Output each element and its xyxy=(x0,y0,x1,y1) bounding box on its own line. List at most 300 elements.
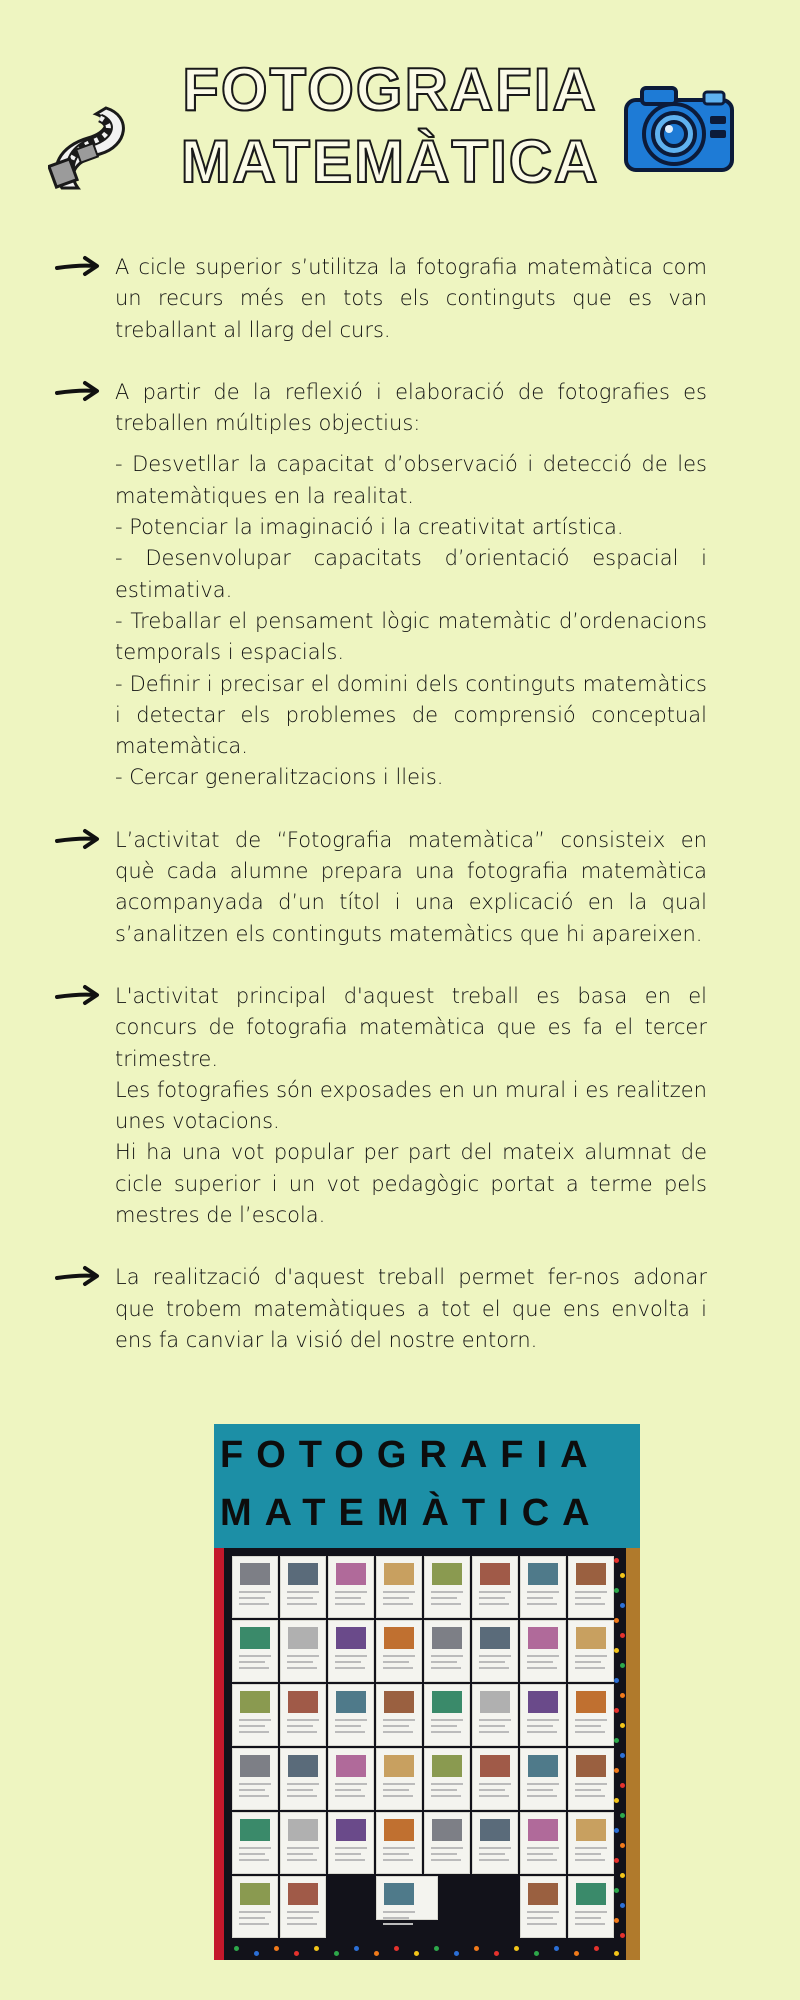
mural-photo-card xyxy=(232,1620,278,1682)
card-image xyxy=(384,1883,414,1905)
card-text-line xyxy=(527,1783,559,1785)
decor-dot xyxy=(294,1951,299,1956)
card-text-line xyxy=(431,1847,463,1849)
decor-dot xyxy=(620,1783,625,1788)
mural-photo-card xyxy=(280,1620,326,1682)
card-text-line xyxy=(479,1661,505,1663)
card-text-line xyxy=(431,1853,457,1855)
mural-photo-card xyxy=(424,1556,470,1618)
card-text-line xyxy=(287,1853,313,1855)
arrow-right-icon xyxy=(55,983,101,1007)
mural-photo-card xyxy=(568,1748,614,1810)
card-image xyxy=(576,1691,606,1713)
card-text-line xyxy=(335,1783,367,1785)
card-text-line xyxy=(575,1853,601,1855)
card-text-line xyxy=(383,1847,415,1849)
card-text-line xyxy=(239,1789,265,1791)
card-text-line xyxy=(479,1795,509,1797)
card-image xyxy=(240,1883,270,1905)
card-text-line xyxy=(479,1603,509,1605)
decor-dot xyxy=(374,1951,379,1956)
card-text-line xyxy=(479,1789,505,1791)
card-text-line xyxy=(527,1603,557,1605)
mural-photo-card xyxy=(280,1684,326,1746)
card-text-line xyxy=(479,1719,511,1721)
card-text-line xyxy=(239,1795,269,1797)
section-2 xyxy=(55,377,707,794)
card-text-line xyxy=(527,1591,559,1593)
mural-photo-card xyxy=(232,1556,278,1618)
card-text-line xyxy=(287,1719,319,1721)
card-text-line xyxy=(335,1655,367,1657)
card-image xyxy=(480,1691,510,1713)
card-text-line xyxy=(287,1911,319,1913)
card-text-line xyxy=(575,1725,601,1727)
card-image xyxy=(576,1627,606,1649)
card-text-line xyxy=(239,1719,271,1721)
card-text-line xyxy=(287,1847,319,1849)
decor-dot xyxy=(334,1951,339,1956)
decor-dot xyxy=(620,1663,625,1668)
mural-title-line-1: FOTOGRAFIA xyxy=(220,1434,601,1476)
section-4 xyxy=(55,981,707,1231)
card-image xyxy=(288,1691,318,1713)
decor-dot xyxy=(274,1946,279,1951)
card-text-line xyxy=(383,1853,409,1855)
card-text-line xyxy=(431,1667,461,1669)
card-text-line xyxy=(383,1789,409,1791)
card-text-line xyxy=(431,1795,461,1797)
card-image xyxy=(240,1755,270,1777)
card-text-line xyxy=(239,1597,265,1599)
decor-dot xyxy=(614,1588,619,1593)
mural-photo-card xyxy=(472,1812,518,1874)
mural-photo-card xyxy=(520,1684,566,1746)
card-text-line xyxy=(335,1789,361,1791)
card-text-line xyxy=(383,1795,413,1797)
card-image xyxy=(336,1691,366,1713)
card-text-line xyxy=(527,1917,553,1919)
title-line-1: FOTOGRAFIA xyxy=(182,56,598,123)
section-1 xyxy=(55,252,707,346)
mural-photo-card xyxy=(232,1812,278,1874)
card-image xyxy=(576,1563,606,1585)
card-image xyxy=(240,1563,270,1585)
card-text-line xyxy=(287,1725,313,1727)
card-image xyxy=(480,1755,510,1777)
card-text-line xyxy=(479,1667,509,1669)
mural-photo-card xyxy=(424,1620,470,1682)
card-text-line xyxy=(431,1859,461,1861)
mural-photo-card xyxy=(520,1876,566,1938)
decor-dot xyxy=(620,1573,625,1578)
card-text-line xyxy=(527,1667,557,1669)
mural-photo-card xyxy=(520,1556,566,1618)
card-text-line xyxy=(575,1667,605,1669)
card-image xyxy=(336,1755,366,1777)
card-text-line xyxy=(287,1789,313,1791)
card-image xyxy=(528,1883,558,1905)
decor-dot xyxy=(620,1603,625,1608)
card-text-line xyxy=(479,1731,509,1733)
card-text-line xyxy=(239,1853,265,1855)
decor-dot xyxy=(414,1951,419,1956)
card-text-line xyxy=(239,1591,271,1593)
card-text-line xyxy=(383,1783,415,1785)
card-image xyxy=(336,1627,366,1649)
list-item: - Desenvolupar capacitats d’orientació espacial i estimativa. xyxy=(115,546,707,602)
card-text-line xyxy=(527,1661,553,1663)
decor-dot xyxy=(354,1946,359,1951)
card-image xyxy=(432,1691,462,1713)
card-text-line xyxy=(431,1731,461,1733)
mural-photo-card xyxy=(232,1876,278,1938)
mural-photo-card xyxy=(376,1620,422,1682)
card-text-line xyxy=(287,1597,313,1599)
objectives-list xyxy=(115,449,707,793)
card-image xyxy=(528,1755,558,1777)
card-image xyxy=(384,1819,414,1841)
arrow-right-icon xyxy=(55,254,101,278)
mural-photo-card xyxy=(280,1556,326,1618)
card-text-line xyxy=(479,1655,511,1657)
card-text-line xyxy=(527,1731,557,1733)
card-text-line xyxy=(287,1731,317,1733)
card-text-line xyxy=(575,1789,601,1791)
card-text-line xyxy=(335,1847,367,1849)
mural-photo-card xyxy=(520,1812,566,1874)
card-image xyxy=(240,1691,270,1713)
card-text-line xyxy=(575,1655,607,1657)
card-text-line xyxy=(527,1847,559,1849)
card-text-line xyxy=(335,1725,361,1727)
card-text-line xyxy=(335,1591,367,1593)
section-5-text: La realització d'aquest treball permet fer-nos adonar que trobem matemàtiques a tot el que ens envolta i ens fa canviar la visió del nostre entorn. xyxy=(115,1265,707,1352)
decor-dot xyxy=(620,1693,625,1698)
card-text-line xyxy=(383,1859,413,1861)
card-text-line xyxy=(239,1911,271,1913)
decor-dot xyxy=(574,1951,579,1956)
card-text-line xyxy=(239,1859,269,1861)
decor-dot xyxy=(614,1951,619,1956)
card-text-line xyxy=(287,1655,319,1657)
card-text-line xyxy=(383,1591,415,1593)
decor-dot xyxy=(394,1946,399,1951)
card-text-line xyxy=(335,1661,361,1663)
section-3 xyxy=(55,825,707,950)
card-image xyxy=(528,1627,558,1649)
card-image xyxy=(432,1819,462,1841)
card-text-line xyxy=(383,1917,409,1919)
card-text-line xyxy=(335,1795,365,1797)
decor-dot xyxy=(620,1753,625,1758)
decor-dot xyxy=(234,1946,239,1951)
card-image xyxy=(528,1563,558,1585)
decor-dot xyxy=(514,1946,519,1951)
film-strip-icon xyxy=(48,102,132,192)
mural-photo-card xyxy=(424,1748,470,1810)
card-image xyxy=(576,1755,606,1777)
card-text-line xyxy=(575,1795,605,1797)
list-item: - Potenciar la imaginació i la creativitat artística. xyxy=(115,515,624,540)
arrow-right-icon xyxy=(55,827,101,851)
decor-dot xyxy=(614,1708,619,1713)
card-text-line xyxy=(527,1789,553,1791)
mural-photo-card xyxy=(328,1556,374,1618)
card-text-line xyxy=(479,1725,505,1727)
card-text-line xyxy=(527,1725,553,1727)
card-text-line xyxy=(575,1847,607,1849)
decor-dot xyxy=(314,1946,319,1951)
card-text-line xyxy=(431,1719,463,1721)
card-text-line xyxy=(527,1853,553,1855)
card-text-line xyxy=(527,1597,553,1599)
card-text-line xyxy=(383,1731,413,1733)
decor-dot xyxy=(594,1946,599,1951)
arrow-right-icon xyxy=(55,1264,101,1288)
mural-photo-card xyxy=(232,1748,278,1810)
card-text-line xyxy=(575,1911,607,1913)
card-text-line xyxy=(287,1923,317,1925)
card-text-line xyxy=(239,1725,265,1727)
card-text-line xyxy=(527,1719,559,1721)
card-text-line xyxy=(575,1783,607,1785)
card-text-line xyxy=(431,1591,463,1593)
card-text-line xyxy=(479,1591,511,1593)
card-text-line xyxy=(287,1603,317,1605)
card-text-line xyxy=(383,1911,415,1913)
mural-title-line-2: MATEMÀTICA xyxy=(220,1492,603,1534)
mural-photo-card xyxy=(424,1812,470,1874)
card-text-line xyxy=(287,1859,317,1861)
section-4-text-3: Hi ha una vot popular per part del mateix alumnat de cicle superior i un vot pedagògic portat a terme pels mestres de l’escola. xyxy=(115,1140,707,1228)
mural-photo-card xyxy=(472,1620,518,1682)
card-text-line xyxy=(575,1923,605,1925)
decor-dot xyxy=(620,1633,625,1638)
mural-photo-card xyxy=(376,1748,422,1810)
card-image xyxy=(336,1819,366,1841)
card-text-line xyxy=(383,1667,413,1669)
decor-dot xyxy=(554,1946,559,1951)
card-text-line xyxy=(239,1783,271,1785)
decor-dot xyxy=(614,1888,619,1893)
mural-photo-card xyxy=(280,1876,326,1938)
card-text-line xyxy=(431,1597,457,1599)
mural-photo xyxy=(214,1424,640,1960)
mural-photo-card xyxy=(376,1556,422,1618)
header xyxy=(0,40,800,210)
section-4-text-1: L'activitat principal d'aquest treball es basa en el concurs de fotografia matemàtica que es fa el tercer trimestre. xyxy=(115,983,707,1071)
mural-photo-card xyxy=(568,1684,614,1746)
mural-photo-card xyxy=(568,1620,614,1682)
card-text-line xyxy=(431,1725,457,1727)
card-text-line xyxy=(239,1847,271,1849)
section-3-text: L’activitat de “Fotografia matemàtica” consisteix en què cada alumne prepara una fotografia matemàtica acompanyada d’un títol i una explicació en la qual s’analitzen els continguts matemàtics que hi apareixen. xyxy=(115,827,707,946)
decor-dot xyxy=(254,1951,259,1956)
mural-photo-card xyxy=(328,1748,374,1810)
decor-dot xyxy=(614,1678,619,1683)
card-image xyxy=(288,1883,318,1905)
card-text-line xyxy=(335,1731,365,1733)
card-text-line xyxy=(383,1655,415,1657)
decor-dot xyxy=(494,1951,499,1956)
card-text-line xyxy=(239,1603,269,1605)
card-text-line xyxy=(335,1719,367,1721)
mural-photo-card xyxy=(328,1684,374,1746)
card-text-line xyxy=(431,1783,463,1785)
mural-photo-card xyxy=(328,1620,374,1682)
decor-dot xyxy=(620,1873,625,1878)
decor-dot xyxy=(620,1813,625,1818)
list-item: - Treballar el pensament lògic matemàtic d’ordenacions temporals i espacials. xyxy=(115,608,707,665)
mural-red-edge xyxy=(214,1548,224,1960)
card-image xyxy=(288,1627,318,1649)
decor-dot xyxy=(614,1558,619,1563)
decor-dot xyxy=(534,1951,539,1956)
card-text-line xyxy=(239,1917,265,1919)
section-5 xyxy=(55,1262,707,1356)
decor-dot xyxy=(614,1828,619,1833)
mural-photo-card xyxy=(568,1876,614,1938)
card-image xyxy=(384,1691,414,1713)
card-text-line xyxy=(239,1667,269,1669)
card-text-line xyxy=(527,1923,557,1925)
card-image xyxy=(480,1627,510,1649)
decor-dot xyxy=(620,1843,625,1848)
mural-photo-card xyxy=(232,1684,278,1746)
card-text-line xyxy=(335,1667,365,1669)
card-text-line xyxy=(287,1661,313,1663)
list-item: - Cercar generalitzacions i lleis. xyxy=(115,765,444,790)
card-text-line xyxy=(383,1923,413,1925)
list-item: - Desvetllar la capacitat d’observació i detecció de les matemàtiques en la realitat. xyxy=(115,452,707,508)
card-text-line xyxy=(239,1923,269,1925)
mural-photo-card xyxy=(376,1812,422,1874)
decor-dot xyxy=(620,1903,625,1908)
decor-dot xyxy=(614,1738,619,1743)
card-image xyxy=(432,1563,462,1585)
card-text-line xyxy=(575,1859,605,1861)
card-text-line xyxy=(383,1603,413,1605)
mural-photo-card xyxy=(568,1556,614,1618)
card-text-line xyxy=(335,1859,365,1861)
card-image xyxy=(288,1819,318,1841)
card-image xyxy=(384,1627,414,1649)
mural-photo-card xyxy=(472,1748,518,1810)
card-text-line xyxy=(287,1795,317,1797)
mural-photo-card xyxy=(520,1748,566,1810)
decor-dot xyxy=(620,1933,625,1938)
card-text-line xyxy=(335,1597,361,1599)
card-text-line xyxy=(479,1597,505,1599)
card-text-line xyxy=(287,1667,317,1669)
card-image xyxy=(480,1819,510,1841)
card-image xyxy=(528,1819,558,1841)
arrow-right-icon xyxy=(55,379,101,403)
card-image xyxy=(336,1563,366,1585)
mural-photo-card xyxy=(376,1684,422,1746)
card-text-line xyxy=(479,1783,511,1785)
card-text-line xyxy=(527,1655,559,1657)
card-text-line xyxy=(383,1661,409,1663)
card-image xyxy=(384,1563,414,1585)
card-text-line xyxy=(431,1655,463,1657)
section-1-text: A cicle superior s’utilitza la fotografia matemàtica com un recurs més en tots els continguts que es van treballant al llarg del curs. xyxy=(115,255,707,342)
card-text-line xyxy=(575,1661,601,1663)
mural-photo-card xyxy=(280,1748,326,1810)
card-text-line xyxy=(575,1731,605,1733)
main-content xyxy=(55,252,707,1387)
card-text-line xyxy=(575,1603,605,1605)
card-text-line xyxy=(335,1603,365,1605)
card-text-line xyxy=(575,1917,601,1919)
card-text-line xyxy=(479,1853,505,1855)
decor-dot xyxy=(614,1858,619,1863)
card-image xyxy=(384,1755,414,1777)
decor-dot xyxy=(614,1768,619,1773)
card-text-line xyxy=(575,1719,607,1721)
mural-photo-card xyxy=(472,1556,518,1618)
card-image xyxy=(288,1755,318,1777)
card-text-line xyxy=(383,1719,415,1721)
card-text-line xyxy=(527,1795,557,1797)
mural-wood-edge xyxy=(626,1548,640,1960)
card-text-line xyxy=(287,1591,319,1593)
section-4-text-2: Les fotografies són exposades en un mural i es realitzen unes votacions. xyxy=(115,1077,707,1134)
card-image xyxy=(288,1563,318,1585)
decor-dot xyxy=(614,1798,619,1803)
decor-dot xyxy=(620,1723,625,1728)
camera-icon xyxy=(622,82,736,174)
card-image xyxy=(576,1819,606,1841)
mural-photo-card xyxy=(376,1876,438,1920)
card-text-line xyxy=(239,1655,271,1657)
card-image xyxy=(432,1755,462,1777)
decor-dot xyxy=(474,1946,479,1951)
card-text-line xyxy=(575,1597,601,1599)
card-image xyxy=(240,1627,270,1649)
card-text-line xyxy=(239,1661,265,1663)
mural-photo-card xyxy=(472,1684,518,1746)
mural-photo-card xyxy=(424,1684,470,1746)
card-image xyxy=(432,1627,462,1649)
card-text-line xyxy=(527,1911,559,1913)
mural-photo-card xyxy=(328,1812,374,1874)
decor-dot xyxy=(614,1918,619,1923)
card-text-line xyxy=(575,1591,607,1593)
card-image xyxy=(480,1563,510,1585)
section-2-intro: A partir de la reflexió i elaboració de fotografies es treballen múltiples objectius: xyxy=(115,379,707,436)
mural-photo-card xyxy=(520,1620,566,1682)
mural-banner xyxy=(214,1424,640,1548)
card-text-line xyxy=(383,1597,409,1599)
card-image xyxy=(576,1883,606,1905)
decor-dot xyxy=(614,1648,619,1653)
card-text-line xyxy=(335,1853,361,1855)
card-text-line xyxy=(383,1725,409,1727)
mural-photo-card xyxy=(280,1812,326,1874)
decor-dot xyxy=(434,1946,439,1951)
card-image xyxy=(240,1819,270,1841)
list-item: - Definir i precisar el domini dels continguts matemàtics i detectar els problemes de comprensió conceptual matemàtica. xyxy=(115,671,707,759)
card-text-line xyxy=(431,1789,457,1791)
card-image xyxy=(528,1691,558,1713)
page-title xyxy=(175,54,605,198)
card-text-line xyxy=(287,1917,313,1919)
card-text-line xyxy=(431,1603,461,1605)
mural-photo-card xyxy=(568,1812,614,1874)
card-text-line xyxy=(239,1731,269,1733)
